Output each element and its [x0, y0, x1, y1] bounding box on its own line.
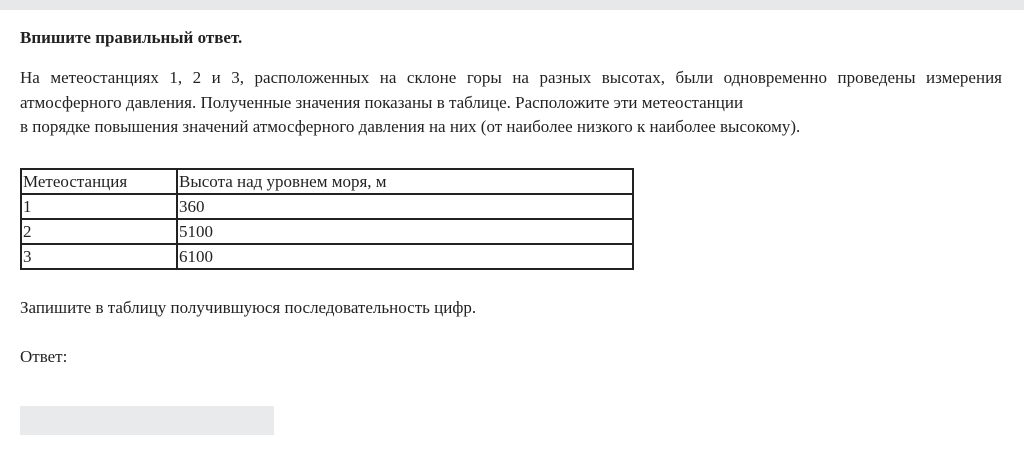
- table-cell: 360: [177, 194, 633, 219]
- question-text: [20, 66, 1002, 140]
- question-line: в порядке повышения значений атмосферного давления на них (от наиболее низкого к наиболее высокому).: [20, 117, 801, 136]
- table-cell: 6100: [177, 244, 633, 269]
- answer-input[interactable]: [20, 406, 274, 435]
- table-cell: 5100: [177, 219, 633, 244]
- top-bar: [0, 0, 1024, 10]
- table-row: [21, 244, 633, 269]
- table-header-row: [21, 169, 633, 194]
- question-line: На метеостанциях 1, 2 и 3, расположенных на склоне горы на разных высотах, были одновременно проведены измерения: [20, 68, 1002, 87]
- table-cell: 1: [21, 194, 177, 219]
- stations-table: [20, 168, 634, 270]
- table-header-cell: Высота над уровнем моря, м: [177, 169, 633, 194]
- footer-note: Запишите в таблицу получившуюся последовательность цифр.: [20, 297, 477, 317]
- table-cell: 3: [21, 244, 177, 269]
- answer-label: Ответ:: [20, 346, 68, 366]
- question-line: атмосферного давления. Полученные значения показаны в таблице. Расположите эти метеостанции: [20, 92, 744, 112]
- task-container: [20, 27, 1002, 435]
- task-instruction: Впишите правильный ответ.: [20, 28, 243, 47]
- table-header-cell: Метеостанция: [21, 169, 177, 194]
- table-cell: 2: [21, 219, 177, 244]
- table-row: [21, 194, 633, 219]
- table-row: [21, 219, 633, 244]
